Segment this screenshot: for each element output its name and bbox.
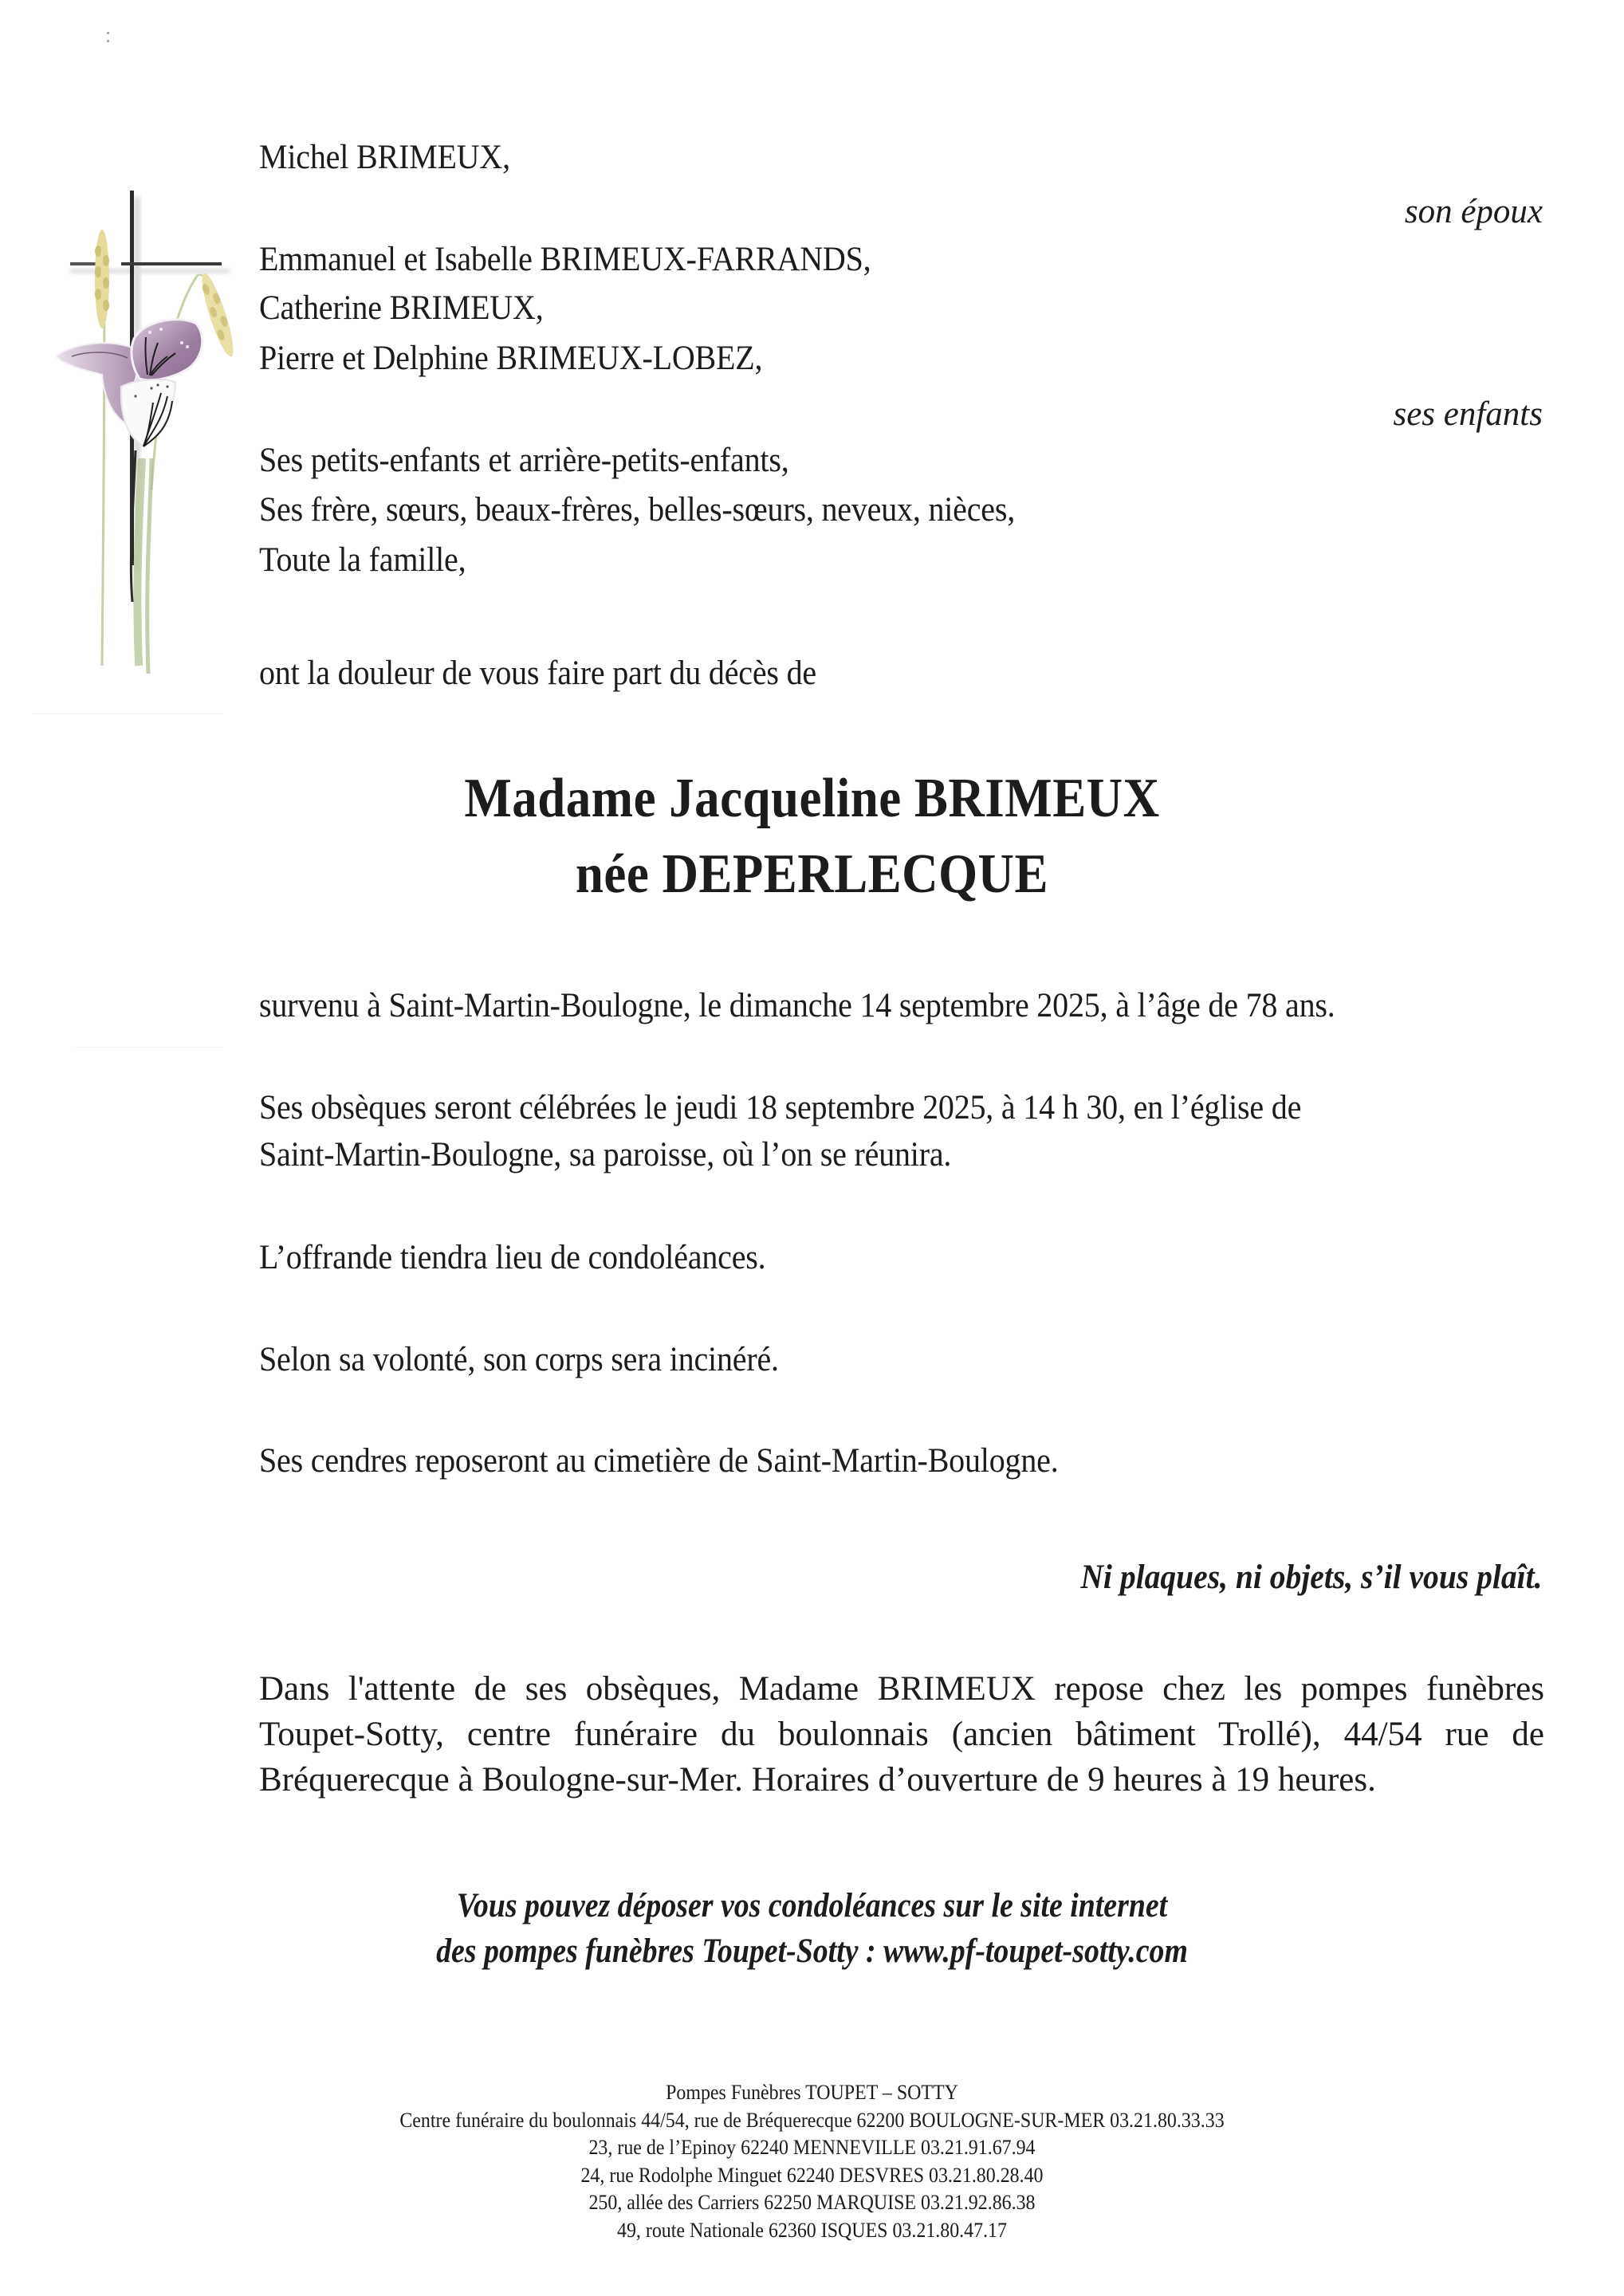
cremation-text: Selon sa volonté, son corps sera incinéré. bbox=[259, 1341, 779, 1378]
no-plaques-notice: Ni plaques, ni objets, s’il vous plaît. bbox=[1080, 1559, 1543, 1596]
announcement-text: ont la douleur de vous faire part du décès de bbox=[259, 655, 816, 692]
offering-text: L’offrande tiendra lieu de condoléances. bbox=[259, 1239, 766, 1276]
funeral-details-line: Ses obsèques seront célébrées le jeudi 18 septembre 2025, à 14 h 30, en l’église de bbox=[259, 1089, 1302, 1126]
children-relation: ses enfants bbox=[1393, 395, 1543, 433]
funeral-home-address: 49, route Nationale 62360 ISQUES 03.21.80.47.17 bbox=[616, 2218, 1007, 2242]
scan-speck bbox=[107, 32, 109, 34]
deceased-name: Madame Jacqueline BRIMEUX bbox=[464, 768, 1160, 829]
funeral-home-name: Pompes Funèbres TOUPET – SOTTY bbox=[666, 2081, 958, 2104]
child-name: Catherine BRIMEUX, bbox=[259, 289, 544, 327]
funeral-home-address: 23, rue de l’Epinoy 62240 MENNEVILLE 03.21.91.67.94 bbox=[588, 2136, 1036, 2159]
faint-scan-line bbox=[76, 1047, 223, 1048]
funeral-home-address: 24, rue Rodolphe Minguet 62240 DESVRES 03.21.80.28.40 bbox=[580, 2163, 1044, 2187]
condolences-website-line[interactable]: des pompes funèbres Toupet-Sotty : www.pf-toupet-sotty.com bbox=[436, 1932, 1188, 1970]
cross-with-calla-lilies-and-wheat-icon bbox=[56, 187, 239, 682]
resting-place-line: Dans l'attente de ses obsèques, Madame BRIMEUX repose chez les pompes funèbres bbox=[259, 1670, 1544, 1708]
death-details: survenu à Saint-Martin-Boulogne, le dimanche 14 septembre 2025, à l’âge de 78 ans. bbox=[259, 987, 1335, 1024]
funeral-details-line: Saint-Martin-Boulogne, sa paroisse, où l’on se réunira. bbox=[259, 1136, 952, 1174]
calla-lily-white bbox=[121, 379, 175, 446]
child-name: Pierre et Delphine BRIMEUX-LOBEZ, bbox=[259, 340, 763, 377]
spouse-relation: son époux bbox=[1404, 193, 1543, 230]
resting-place-line: Bréquerecque à Boulogne-sur-Mer. Horaires d’ouverture de 9 heures à 19 heures. bbox=[259, 1761, 1376, 1799]
funeral-home-address: 250, allée des Carriers 62250 MARQUISE 03.21.92.86.38 bbox=[588, 2191, 1036, 2214]
resting-place-paragraph bbox=[259, 1666, 1544, 1803]
cross-horizontal-bar-right bbox=[121, 262, 222, 265]
family-member-line: Ses petits-enfants et arrière-petits-enfants, bbox=[259, 442, 789, 479]
child-name: Emmanuel et Isabelle BRIMEUX-FARRANDS, bbox=[259, 241, 871, 278]
condolences-block bbox=[0, 1883, 1624, 1974]
condolences-line: Vous pouvez déposer vos condoléances sur le site internet bbox=[456, 1887, 1168, 1924]
funeral-home-address: Centre funéraire du boulonnais 44/54, rue de Bréquerecque 62200 BOULOGNE-SUR-MER 03.21.80.33.33 bbox=[399, 2108, 1225, 2132]
family-member-line: Ses frère, sœurs, beaux-frères, belles-sœurs, neveux, nièces, bbox=[259, 491, 1016, 529]
ashes-text: Ses cendres reposeront au cimetière de Saint-Martin-Boulogne. bbox=[259, 1442, 1059, 1480]
calla-lily-top bbox=[132, 320, 203, 380]
family-member-line: Toute la famille, bbox=[259, 541, 466, 579]
scan-speck bbox=[107, 40, 109, 42]
funeral-home-footer bbox=[0, 2079, 1624, 2244]
resting-place-line: Toupet-Sotty, centre funéraire du boulonnais (ancien bâtiment Trollé), 44/54 rue de bbox=[259, 1716, 1544, 1753]
spouse-name: Michel BRIMEUX, bbox=[259, 139, 510, 176]
deceased-maiden-name: née DEPERLECQUE bbox=[575, 843, 1048, 905]
